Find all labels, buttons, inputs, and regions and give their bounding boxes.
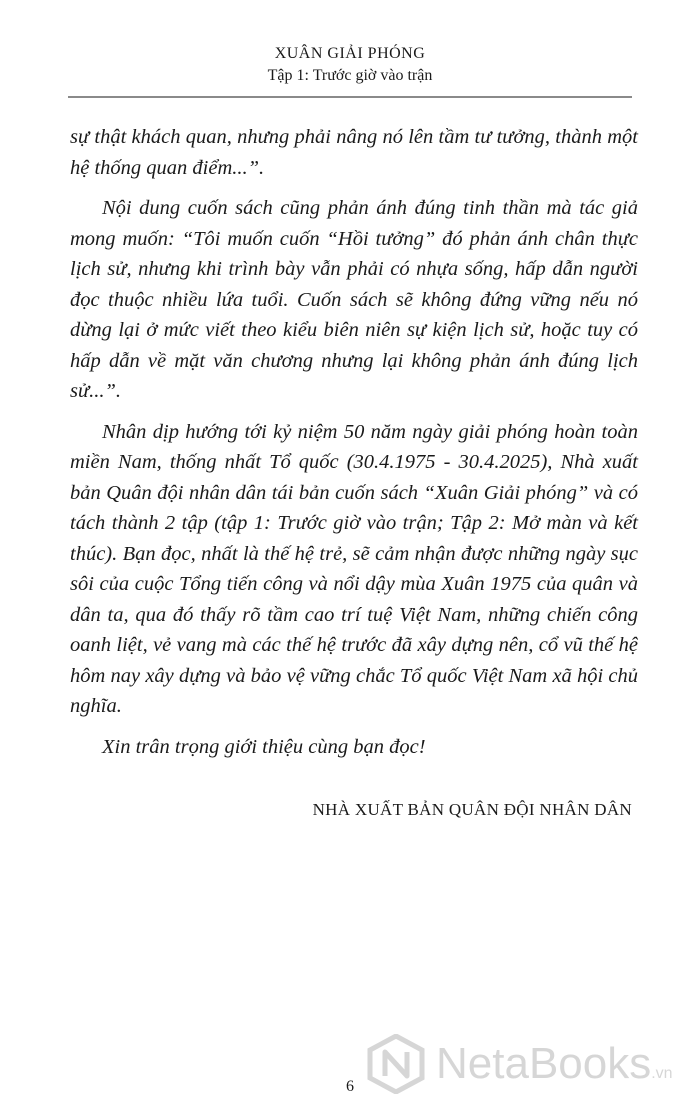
page-body	[70, 122, 638, 772]
netabooks-logo-icon	[366, 1034, 426, 1094]
book-volume-title: Tập 1: Trước giờ vào trận	[267, 67, 433, 84]
watermark-suffix: .vn	[651, 1065, 673, 1082]
header-divider	[68, 96, 632, 98]
paragraph: Xin trân trọng giới thiệu cùng bạn đọc!	[102, 735, 426, 758]
book-series-title: XUÂN GIẢI PHÓNG	[274, 45, 426, 62]
paragraph: Nhân dịp hướng tới kỷ niệm 50 năm ngày giải phóng hoàn toàn miền Nam, thống nhất Tổ quốc (30.4.1975 - 30.4.2025), Nhà xuất bản Quân đội nhân dân tái bản cuốn sách “Xuân Giải phóng” và có tách thành 2 tập (tập 1: Trước giờ vào trận; Tập 2: Mở màn và kết thúc). Bạn đọc, nhất là thế hệ trẻ, sẽ cảm nhận được những ngày sục sôi của cuộc Tổng tiến công và nổi dậy mùa Xuân 1975 của quân và dân ta, qua đó thấy rõ tầm cao trí tuệ Việt Nam, những chiến công oanh liệt, vẻ vang mà các thế hệ trước đã xây dựng nên, cổ vũ thế hệ hôm nay xây dựng và bảo vệ vững chắc Tổ quốc Việt Nam xã hội chủ nghĩa.	[70, 420, 638, 717]
watermark-brand: NetaBooks	[436, 1039, 652, 1088]
running-header	[0, 44, 700, 86]
paragraph: Nội dung cuốn sách cũng phản ánh đúng tinh thần mà tác giả mong muốn: “Tôi muốn cuốn “Hồi tưởng” đó phản ánh chân thực lịch sử, nhưng khi trình bày vẫn phải có nhựa sống, hấp dẫn người đọc thuộc nhiều lứa tuổi. Cuốn sách sẽ không đứng vững nếu nó dừng lại ở mức viết theo kiểu biên niên sự kiện lịch sử, hoặc tuy có hấp dẫn về mặt văn chương nhưng lại không phản ánh đúng lịch sử...”.	[70, 197, 638, 402]
paragraph: sự thật khách quan, nhưng phải nâng nó lên tầm tư tưởng, thành một hệ thống quan điểm...”.	[70, 126, 638, 179]
page-number: 6	[346, 1078, 354, 1095]
watermark	[366, 1030, 696, 1100]
publisher-signature: NHÀ XUẤT BẢN QUÂN ĐỘI NHÂN DÂN	[312, 800, 632, 819]
watermark-text	[436, 1038, 673, 1100]
